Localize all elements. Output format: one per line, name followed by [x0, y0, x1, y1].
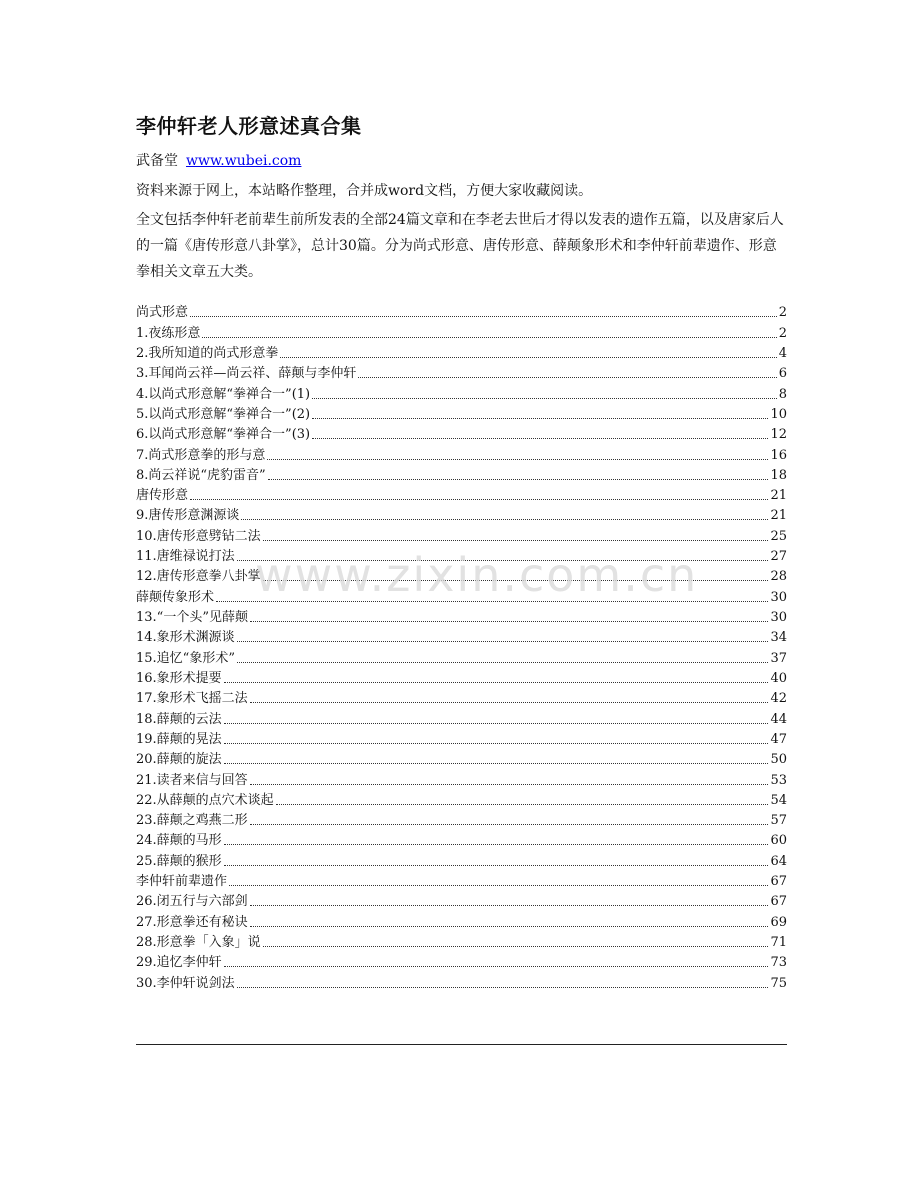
toc-entry-label: 3.耳闻尚云祥—尚云祥、薛颠与李仲轩: [136, 364, 356, 384]
toc-entry-label: 24.薛颠的马形: [136, 831, 222, 851]
toc-entry-page-number: 44: [770, 711, 787, 727]
intro-paragraph-source: 资料来源于网上，本站略作整理，合并成word文档，方便大家收藏阅读。: [136, 183, 593, 199]
toc-dot-leader: [224, 844, 769, 845]
toc-dot-leader: [250, 702, 769, 703]
toc-entry-label: 15.追忆“象形术”: [136, 649, 235, 669]
toc-entry-page-number: 8: [778, 386, 787, 402]
toc-dot-leader: [237, 560, 769, 561]
toc-dot-leader: [190, 316, 777, 317]
toc-entry-label: 1.夜练形意: [136, 324, 200, 344]
document-title: 李仲轩老人形意述真合集: [136, 114, 362, 138]
toc-entry-page-number: 6: [778, 366, 787, 382]
toc-dot-leader: [190, 499, 768, 500]
toc-entry-label: 17.象形术飞摇二法: [136, 689, 248, 709]
table-of-contents: [136, 303, 787, 994]
toc-entry[interactable]: [136, 506, 787, 526]
toc-entry-page-number: 64: [770, 853, 787, 869]
toc-entry[interactable]: [136, 303, 787, 323]
toc-entry-label: 薛颠传象形术: [136, 588, 214, 608]
toc-entry-page-number: 53: [770, 772, 787, 788]
toc-entry[interactable]: [136, 486, 787, 506]
toc-entry-label: 21.读者来信与回答: [136, 771, 248, 791]
site-url-link[interactable]: www.wubei.com: [186, 153, 302, 169]
toc-dot-leader: [280, 357, 776, 358]
toc-entry-page-number: 12: [770, 427, 787, 443]
toc-entry-label: 20.薛颠的旋法: [136, 750, 222, 770]
toc-entry-page-number: 60: [770, 833, 787, 849]
toc-entry-label: 8.尚云祥说“虎豹雷音”: [136, 466, 266, 486]
toc-dot-leader: [237, 662, 768, 663]
toc-dot-leader: [237, 641, 769, 642]
toc-entry[interactable]: [136, 364, 787, 384]
toc-dot-leader: [358, 377, 776, 378]
toc-entry[interactable]: [136, 587, 787, 607]
toc-entry-page-number: 67: [770, 894, 787, 910]
toc-entry-label: 29.追忆李仲轩: [136, 953, 222, 973]
toc-dot-leader: [229, 885, 768, 886]
toc-dot-leader: [224, 682, 769, 683]
toc-entry-label: 26.闭五行与六部剑: [136, 892, 248, 912]
toc-entry-page-number: 71: [770, 935, 787, 950]
toc-entry[interactable]: [136, 709, 787, 729]
toc-dot-leader: [263, 946, 769, 947]
toc-entry-label: 13.“一个头”见薛颠: [136, 608, 248, 628]
toc-entry[interactable]: [136, 953, 787, 973]
toc-entry-page-number: 67: [770, 874, 787, 890]
toc-entry[interactable]: [136, 851, 787, 871]
toc-dot-leader: [224, 743, 769, 744]
toc-entry-label: 7.尚式形意拳的形与意: [136, 446, 265, 466]
toc-entry-label: 14.象形术渊源谈: [136, 628, 235, 648]
toc-entry-page-number: 21: [770, 488, 787, 504]
toc-entry-page-number: 57: [770, 813, 787, 829]
site-line: [136, 150, 301, 170]
toc-entry-label: 唐传形意: [136, 486, 188, 506]
toc-entry-page-number: 42: [770, 691, 787, 707]
toc-dot-leader: [268, 479, 769, 480]
toc-dot-leader: [276, 804, 769, 805]
toc-entry[interactable]: [136, 973, 787, 993]
toc-entry-page-number: 75: [770, 975, 787, 991]
toc-entry-page-number: 10: [770, 406, 787, 422]
toc-entry-label: 李仲轩前辈遗作: [136, 872, 227, 892]
toc-entry-label: 10.唐传形意劈钻二法: [136, 527, 261, 547]
toc-dot-leader: [250, 905, 769, 906]
toc-entry-label: 5.以尚式形意解“拳禅合一”(2): [136, 405, 310, 425]
toc-entry[interactable]: [136, 831, 787, 851]
toc-entry-label: 27.形意拳还有秘诀: [136, 913, 248, 933]
toc-dot-leader: [202, 337, 776, 338]
toc-entry-label: 18.薛颠的云法: [136, 710, 222, 730]
toc-entry[interactable]: [136, 933, 787, 953]
toc-dot-leader: [250, 621, 768, 622]
toc-entry[interactable]: [136, 547, 787, 567]
toc-entry[interactable]: [136, 628, 787, 648]
toc-entry[interactable]: [136, 750, 787, 770]
toc-entry-page-number: 47: [770, 731, 787, 747]
toc-entry[interactable]: [136, 466, 787, 486]
toc-dot-leader: [263, 540, 769, 541]
toc-entry-page-number: 4: [778, 345, 787, 361]
toc-entry[interactable]: [136, 405, 787, 425]
toc-entry-label: 25.薛颠的猴形: [136, 852, 222, 872]
toc-entry-page-number: 30: [770, 610, 787, 625]
toc-entry[interactable]: [136, 912, 787, 932]
site-name: 武备堂: [136, 153, 178, 169]
toc-dot-leader: [250, 824, 769, 825]
toc-dot-leader: [267, 459, 768, 460]
toc-entry[interactable]: [136, 791, 787, 811]
toc-dot-leader: [312, 398, 777, 399]
toc-entry[interactable]: [136, 445, 787, 465]
footer-divider: [136, 1044, 787, 1045]
toc-entry-page-number: 69: [770, 914, 787, 930]
toc-entry-page-number: 18: [770, 467, 787, 483]
toc-entry-page-number: 30: [770, 589, 787, 605]
intro-paragraph-contents: 全文包括李仲轩老前辈生前所发表的全部24篇文章和在李老去世后才得以发表的遗作五篇，以及唐家后人的一篇《唐传形意八卦掌》，总计30篇。分为尚式形意、唐传形意、薛颠象形术和李仲轩前辈遗作、形意拳相关文章五大类。: [136, 212, 784, 280]
toc-entry[interactable]: [136, 608, 787, 628]
toc-entry-page-number: 28: [770, 569, 787, 585]
watermark: www.zixin.com.cn: [255, 548, 699, 602]
toc-entry[interactable]: [136, 323, 787, 343]
toc-entry[interactable]: [136, 811, 787, 831]
toc-entry-label: 尚式形意: [136, 303, 188, 323]
toc-entry[interactable]: [136, 689, 787, 709]
toc-entry-page-number: 50: [770, 752, 787, 768]
toc-entry-page-number: 54: [770, 792, 787, 808]
toc-entry-label: 16.象形术提要: [136, 669, 222, 689]
toc-entry[interactable]: [136, 770, 787, 790]
toc-dot-leader: [312, 438, 768, 439]
toc-entry-label: 30.李仲轩说剑法: [136, 974, 235, 994]
toc-entry[interactable]: [136, 892, 787, 912]
toc-entry-page-number: 40: [770, 670, 787, 686]
toc-dot-leader: [224, 723, 769, 724]
toc-dot-leader: [216, 601, 768, 602]
toc-entry[interactable]: [136, 344, 787, 364]
toc-entry-page-number: 2: [778, 305, 787, 321]
toc-dot-leader: [224, 966, 769, 967]
toc-entry-label: 11.唐维禄说打法: [136, 547, 235, 567]
document-page: [136, 0, 787, 1191]
toc-entry[interactable]: [136, 526, 787, 546]
toc-entry-page-number: 34: [770, 630, 787, 646]
toc-entry[interactable]: [136, 872, 787, 892]
toc-entry-label: 4.以尚式形意解“拳禅合一”(1): [136, 385, 310, 405]
toc-dot-leader: [312, 418, 768, 419]
toc-dot-leader: [241, 519, 768, 520]
toc-entry-label: 19.薛颠的晃法: [136, 730, 222, 750]
toc-entry-label: 23.薛颠之鸡燕二形: [136, 811, 248, 831]
toc-entry-page-number: 21: [770, 508, 787, 524]
toc-dot-leader: [237, 987, 769, 988]
toc-entry-page-number: 2: [778, 325, 787, 341]
toc-entry-label: 9.唐传形意渊源谈: [136, 506, 239, 526]
toc-entry-label: 12.唐传形意拳八卦掌: [136, 567, 261, 587]
toc-entry-label: 2.我所知道的尚式形意拳: [136, 344, 278, 364]
toc-entry[interactable]: [136, 648, 787, 668]
toc-dot-leader: [224, 763, 769, 764]
toc-entry-page-number: 25: [770, 528, 787, 544]
toc-entry-label: 28.形意拳「入象」说: [136, 933, 261, 953]
toc-dot-leader: [250, 784, 769, 785]
toc-entry-page-number: 37: [770, 650, 787, 666]
toc-dot-leader: [224, 865, 769, 866]
toc-entry[interactable]: [136, 730, 787, 750]
toc-entry-page-number: 16: [770, 447, 787, 463]
toc-dot-leader: [250, 926, 769, 927]
toc-entry-page-number: 73: [770, 955, 787, 971]
toc-entry-page-number: 27: [770, 549, 787, 565]
toc-entry[interactable]: [136, 425, 787, 445]
toc-entry-label: 22.从薛颠的点穴术谈起: [136, 791, 274, 811]
toc-entry[interactable]: [136, 567, 787, 587]
toc-entry[interactable]: [136, 669, 787, 689]
toc-entry-label: 6.以尚式形意解“拳禅合一”(3): [136, 425, 310, 445]
toc-dot-leader: [263, 580, 769, 581]
toc-entry[interactable]: [136, 384, 787, 404]
